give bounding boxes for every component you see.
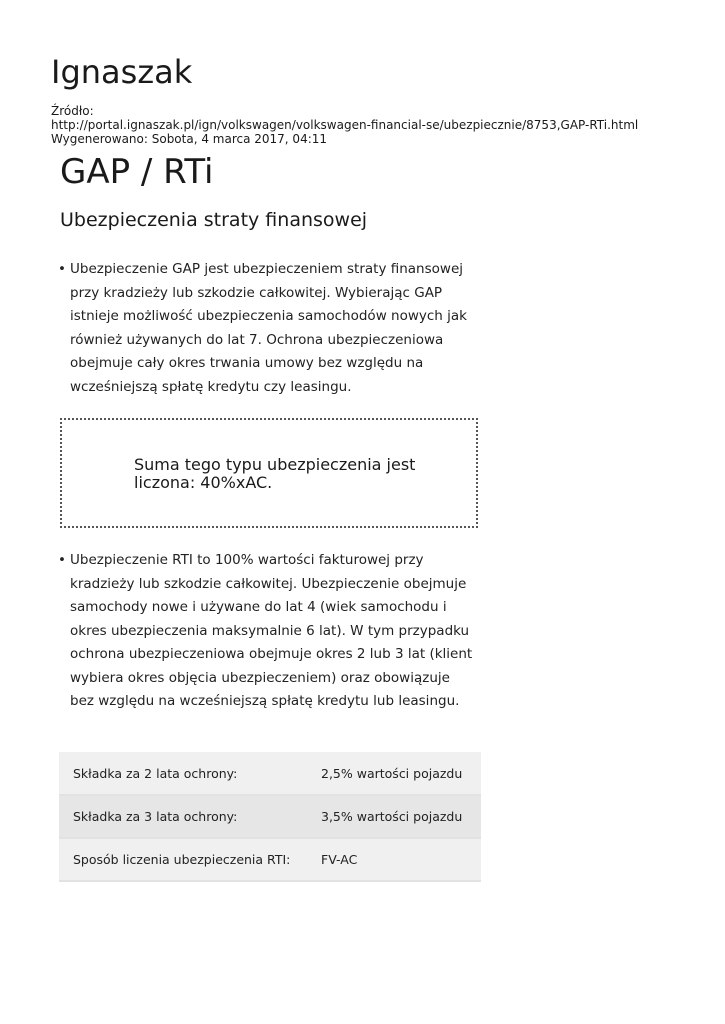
table-cell-value: 2,5% wartości pojazdu <box>321 765 463 781</box>
document-meta <box>51 104 638 146</box>
rti-description: Ubezpieczenie RTI to 100% wartości fakturowej przy kradzieży lub szkodzie całkowitej. Ubezpieczenie obejmuje samochody nowe i używane do lat 4 (wiek samochodu i okres ubezpieczenia maksymalnie 6 lat). W tym przypadku ochrona ubezpieczeniowa obejmuje okres 2 lub 3 lat (klient wybiera okres objęcia ubezpieczeniem) oraz obowiązuje bez względu na wcześniejszą spłatę kredytu lub leasingu. <box>70 552 473 709</box>
fee-table <box>59 752 481 882</box>
gap-list-item <box>58 258 478 399</box>
table-cell-value: 3,5% wartości pojazdu <box>321 809 463 824</box>
table-row <box>59 752 481 795</box>
site-title: Ignaszak <box>51 53 193 91</box>
source-url: http://portal.ignaszak.pl/ign/volkswagen/volkswagen-financial-se/ubezpiecznie/8753,GAP-RTi.html <box>51 118 639 132</box>
table-cell-label: Składka za 2 lata ochrony: <box>73 765 238 781</box>
gap-description: Ubezpieczenie GAP jest ubezpieczeniem straty finansowej przy kradzieży lub szkodzie całkowitej. Wybierając GAP istnieje możliwość ubezpieczenia samochodów nowych jak również używanych do lat 7. Ochrona ubezpieczeniowa obejmuje cały okres trwania umowy bez względu na wcześniejszą spłatę kredytu czy leasingu. <box>70 261 467 395</box>
table-cell-value: FV-AC <box>321 852 358 867</box>
bullet-icon: • <box>58 552 66 568</box>
sum-callout-text: Suma tego typu ubezpieczenia jest liczona: 40%xAC. <box>134 455 416 492</box>
table-row <box>59 838 481 881</box>
page-subtitle: Ubezpieczenia straty finansowej <box>60 209 368 231</box>
bullet-icon: • <box>58 261 66 277</box>
rti-list-item <box>58 549 478 714</box>
sum-callout-box <box>60 418 478 528</box>
table-row <box>59 795 481 838</box>
source-label: Źródło: <box>51 104 94 118</box>
page-title: GAP / RTi <box>60 152 214 192</box>
table-cell-label: Sposób liczenia ubezpieczenia RTI: <box>73 852 291 867</box>
generated-date: Wygenerowano: Sobota, 4 marca 2017, 04:11 <box>51 132 328 146</box>
table-cell-label: Składka za 3 lata ochrony: <box>73 809 238 824</box>
